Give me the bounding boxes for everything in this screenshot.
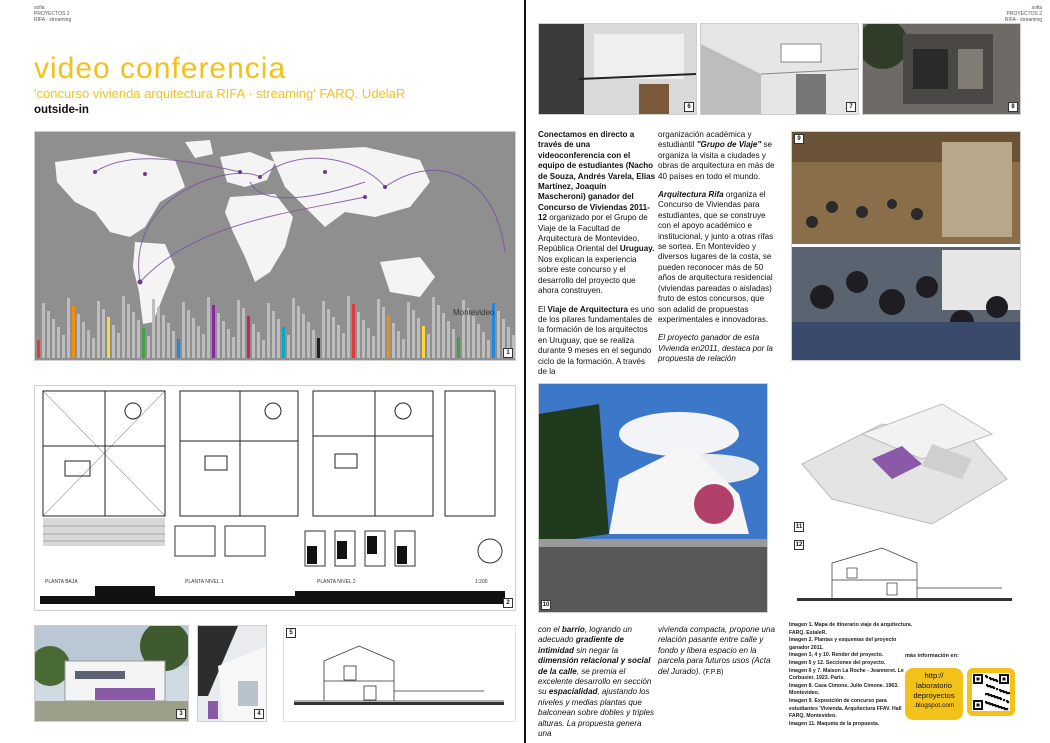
map-bar <box>297 306 300 358</box>
text-run: El <box>538 304 546 314</box>
figure-number: 2 <box>503 598 513 608</box>
world-map-graphic <box>35 132 515 360</box>
text-run: organiza el Concurso de Viviendas para estudiantes, que se construye con el apoyo académico e institucional, y junto a otras rifas se sortea. En Montevideo y diversos lugares de la costa, se pueden reconocer más de 50 años de arquitectura residencial (viviendas pareadas o aisladas) fruto de estos concursos, que son adalid de propuestas experimentales e innovadoras. <box>658 190 774 324</box>
interior-photo-graphic <box>539 24 696 114</box>
map-bar <box>177 339 180 358</box>
qr-module <box>1003 699 1005 701</box>
map-bar <box>172 331 175 358</box>
street-render-graphic <box>539 384 767 612</box>
photo-9 <box>791 131 1021 361</box>
map-bar <box>257 332 260 358</box>
map-bar <box>67 298 70 358</box>
figure-number: 8 <box>1008 102 1018 112</box>
text-run: Nos explican la experiencia sobre este concurso y el desarrollo del proyecto que ahora construyen. <box>538 254 637 296</box>
qr-code-icon[interactable] <box>967 668 1015 716</box>
text-run: , logrando un adecuado <box>538 625 633 645</box>
header-line: RIFA · streaming <box>34 17 72 23</box>
tagline: outside-in <box>34 104 89 116</box>
map-bar <box>347 296 350 358</box>
logo-line: deproyectos <box>913 691 955 700</box>
figure-number: 4 <box>254 709 264 719</box>
map-bar <box>52 319 55 358</box>
qr-module <box>993 679 995 681</box>
exhibition-photo-graphic <box>792 132 1020 360</box>
image-captions <box>789 622 914 728</box>
map-bar <box>217 313 220 358</box>
figure-number: 5 <box>286 628 296 638</box>
text-column-3 <box>538 625 656 739</box>
map-bar <box>472 316 475 358</box>
map-bar <box>417 318 420 358</box>
qr-module <box>989 703 991 705</box>
figure-number: 12 <box>795 542 803 548</box>
map-bar <box>262 340 265 358</box>
paragraph <box>538 130 656 297</box>
map-bar <box>267 303 270 358</box>
map-bar <box>107 317 110 358</box>
text-run: , ajustando los niveles y medias plantas que balconean sobre dobles y triples alturas. La propuesta genera una <box>538 687 655 739</box>
map-bar <box>312 330 315 358</box>
floor-plans-graphic <box>35 386 515 610</box>
qr-module <box>986 702 988 704</box>
map-bar <box>327 309 330 358</box>
section-drawing-12 <box>791 537 1021 611</box>
more-info-label: más información en: <box>905 653 959 659</box>
page-subtitle: 'concurso vivienda arquitectura RIFA · streaming' FARQ. UdelaR <box>34 86 406 101</box>
map-bar <box>337 325 340 358</box>
map-bar <box>427 334 430 358</box>
text-run: Viaje de Arquitectura <box>547 304 628 314</box>
map-bar <box>227 329 230 358</box>
map-bar <box>482 332 485 358</box>
map-bar <box>47 311 50 358</box>
text-run: , se premia el excelente desarrollo en sección su <box>538 666 652 697</box>
blog-logo-link[interactable] <box>905 668 963 720</box>
interior-photo-graphic <box>701 24 858 114</box>
map-bar <box>452 329 455 358</box>
map-bar <box>92 338 95 358</box>
map-bar <box>102 309 105 358</box>
render-graphic <box>198 626 266 721</box>
map-bar <box>422 326 425 358</box>
qr-module <box>990 686 992 688</box>
map-bar <box>97 301 100 358</box>
map-bar <box>317 338 320 358</box>
header-line: sofia <box>1031 5 1042 11</box>
qr-module <box>1000 690 1002 692</box>
map-bar <box>192 318 195 358</box>
qr-module <box>996 680 998 682</box>
map-bar <box>82 322 85 358</box>
figure-number: 9 <box>794 134 804 144</box>
map-bar <box>187 310 190 358</box>
map-bar <box>57 327 60 358</box>
map-bar <box>442 313 445 358</box>
map-bar <box>352 304 355 358</box>
logo-line: laboratorio <box>916 681 952 690</box>
map-bar <box>197 326 200 358</box>
map-bar <box>382 307 385 358</box>
map-bar <box>122 296 125 358</box>
photo-7 <box>700 23 859 115</box>
qr-module <box>1001 707 1003 709</box>
map-bar <box>87 330 90 358</box>
map-bar <box>162 315 165 358</box>
text-run: vivienda compacta, propone una relación pasante entre calle y fondo y libera espacio en la parcela para futuros usos (Acta del Jurado). <box>658 625 775 676</box>
right-page <box>526 0 1050 743</box>
map-bar <box>397 331 400 358</box>
map-bar <box>377 299 380 358</box>
header-line: sofia <box>34 5 45 11</box>
text-run: gradiente de intimidad <box>538 635 624 655</box>
map-bar <box>132 312 135 358</box>
map-bar <box>77 314 80 358</box>
map-bar <box>497 311 500 358</box>
map-bar <box>332 317 335 358</box>
qr-module <box>995 705 997 707</box>
map-bar <box>367 328 370 358</box>
map-bar <box>207 297 210 358</box>
map-bar <box>277 319 280 358</box>
figure-number: 3 <box>176 709 186 719</box>
page-header <box>34 5 71 23</box>
map-bar <box>202 334 205 358</box>
map-bar <box>387 315 390 358</box>
render-photo-3 <box>34 625 189 722</box>
text-run: dimensión relacional y social de la calle <box>538 656 651 676</box>
map-bar <box>222 321 225 358</box>
left-page <box>0 0 524 743</box>
map-bar <box>412 310 415 358</box>
map-bar <box>362 320 365 358</box>
figure-number: 1 <box>503 348 513 358</box>
qr-module <box>993 687 995 689</box>
section-graphic <box>792 538 1020 610</box>
photo-8 <box>862 23 1021 115</box>
qr-module <box>1000 698 1002 700</box>
map-bar <box>42 303 45 358</box>
qr-module <box>977 678 980 681</box>
map-bar <box>307 322 310 358</box>
photo-10 <box>538 383 768 613</box>
plan-label: PLANTA BAJA <box>45 579 78 585</box>
map-bar <box>152 299 155 358</box>
map-bar <box>237 300 240 358</box>
map-bar <box>212 305 215 358</box>
map-bar <box>127 304 130 358</box>
plan-label: PLANTA NIVEL 2 <box>317 579 356 585</box>
caption: Imagen 5 y 12. Secciones del proyecto. <box>789 659 886 666</box>
map-bar <box>402 339 405 358</box>
map-bar <box>432 297 435 358</box>
world-map-image <box>34 131 516 361</box>
map-bar <box>117 333 120 358</box>
page-title: video conferencia <box>34 52 287 85</box>
qr-module <box>987 685 989 687</box>
text-column-1 <box>538 130 656 385</box>
map-bar <box>447 321 450 358</box>
caption: Imagen 1. Mapa de itinerario viaje de arquitectura. FARQ. EstaleR. <box>789 622 913 636</box>
qr-module <box>992 704 994 706</box>
qr-module <box>1006 708 1008 710</box>
map-bar <box>232 337 235 358</box>
caption: Imagen 3, 4 y 10. Render del proyecto. <box>789 652 884 659</box>
map-bar <box>182 302 185 358</box>
caption: Imagen 6 y 7. Maison La Roche - Jeanneret. Le Corbusier. 1923. París. <box>789 667 904 682</box>
text-run: Arquitectura Rifa <box>658 190 724 200</box>
page-header <box>1005 5 1042 23</box>
text-column-4 <box>658 625 776 678</box>
qr-module <box>988 694 990 696</box>
qr-code-graphic <box>972 673 1010 711</box>
qr-module <box>1003 691 1005 693</box>
paragraph: El proyecto ganador de esta Vivienda en2011, destaca por la propuesta de relación <box>658 333 773 364</box>
text-run: Conectamos en directo a través de una videoconferencia con el equipo de estudiantes (Nacho de Souza, Andrés Varela, Elías Martínez, Joaquín Mascheroni) <box>538 130 656 202</box>
map-bar <box>247 316 250 358</box>
qr-module <box>1007 701 1009 703</box>
caption: Imagen 8. Casa Cimone. Julio Cimone. 1963. Montevideo. <box>789 682 899 697</box>
figure-number: 6 <box>684 102 694 112</box>
caption: Imagen 9. Exposición de concurso para estudiantes 'Vivienda. Arquitectura FFAV. Hall FARQ. Montevideo. <box>789 697 902 720</box>
map-bar <box>157 307 160 358</box>
section-graphic <box>284 626 515 721</box>
text-column-2 <box>658 130 776 373</box>
qr-module <box>997 697 999 699</box>
logo-line: .blogspot.com <box>913 702 955 709</box>
paragraph <box>658 190 776 325</box>
logo-line: http:// <box>924 671 944 680</box>
map-bar <box>282 327 285 358</box>
model-graphic <box>792 384 1020 534</box>
text-run: "Grupo de Viaje" <box>696 140 762 150</box>
header-line: RIFA · streaming <box>1004 17 1042 23</box>
plan-label: PLANTA NIVEL 1 <box>185 579 224 585</box>
caption: Imagen 11. Maqueta de la propuesta. <box>789 720 880 727</box>
map-bar <box>292 298 295 358</box>
qr-module <box>994 696 996 698</box>
map-bar <box>242 308 245 358</box>
text-run: es uno de los pilares fundamentales de la formación de los arquitectos en Uruguay, que se realiza durante 9 meses en el segundo ciclo de la formación. A través de la <box>538 304 655 376</box>
facade-photo-graphic <box>863 24 1020 114</box>
render-photo-4 <box>197 625 267 722</box>
qr-module <box>986 676 988 678</box>
header-line: PROYECTOS 2 <box>1006 11 1042 17</box>
figure-number: 11 <box>795 524 803 530</box>
paragraph <box>538 305 656 378</box>
map-bar <box>62 335 65 358</box>
paragraph <box>658 130 776 182</box>
map-bar <box>72 306 75 358</box>
map-bar <box>137 320 140 358</box>
map-bar <box>372 336 375 358</box>
map-bar <box>322 301 325 358</box>
plan-scale: 1:200 <box>475 579 488 585</box>
text-run: ganador del Concurso de Viviendas 2011-12 <box>538 192 650 223</box>
map-bar <box>357 312 360 358</box>
map-bar <box>302 314 305 358</box>
figure-number: 7 <box>846 102 856 112</box>
text-run: se organiza la visita a ciudades y obras de arquitectura en más de 40 países en todo el mundo. <box>658 140 775 181</box>
text-run: organizado por el Grupo de Viaje de la Facultad de Arquitectura de Montevideo, República Oriental del <box>538 213 648 254</box>
map-bar <box>392 323 395 358</box>
caption: Imagen 2. Plantas y esquemas del proyecto ganador 2011. <box>789 637 897 651</box>
map-bar <box>167 323 170 358</box>
qr-module <box>1004 708 1006 710</box>
photo-6 <box>538 23 697 115</box>
section-drawing-5 <box>283 625 516 722</box>
map-bar <box>112 325 115 358</box>
map-bar <box>252 324 255 358</box>
map-bar <box>287 335 290 358</box>
qr-module <box>996 688 998 690</box>
map-bar <box>407 302 410 358</box>
figure-number: 10 <box>542 602 550 608</box>
text-run: con el <box>538 625 560 634</box>
map-bar <box>342 333 345 358</box>
qr-module <box>991 695 993 697</box>
render-graphic <box>35 626 188 721</box>
map-bar <box>437 305 440 358</box>
map-bar <box>147 336 150 358</box>
map-bar <box>272 311 275 358</box>
qr-module <box>1006 692 1008 694</box>
header-line: PROYECTOS 2 <box>34 11 70 17</box>
text-run: (F.P.B) <box>703 668 724 676</box>
text-run: barrio <box>561 625 585 634</box>
qr-module <box>1003 678 1006 681</box>
qr-module <box>998 706 1000 708</box>
map-bar <box>457 337 460 358</box>
floor-plans-image <box>34 385 516 611</box>
map-bar <box>142 328 145 358</box>
qr-module <box>1008 692 1010 694</box>
map-bar <box>477 324 480 358</box>
text-run: Uruguay. <box>619 244 655 254</box>
qr-module <box>990 678 992 680</box>
text-run: espacialidad <box>548 687 598 697</box>
model-photo-11 <box>791 383 1021 535</box>
map-bar <box>487 340 490 358</box>
map-label: Montevideo <box>453 308 495 317</box>
qr-module <box>985 693 987 695</box>
text-run: organización académica y estudiantil <box>658 130 752 150</box>
text-run: sin negar la <box>576 645 619 655</box>
qr-module <box>977 704 980 707</box>
map-bar <box>37 340 40 358</box>
